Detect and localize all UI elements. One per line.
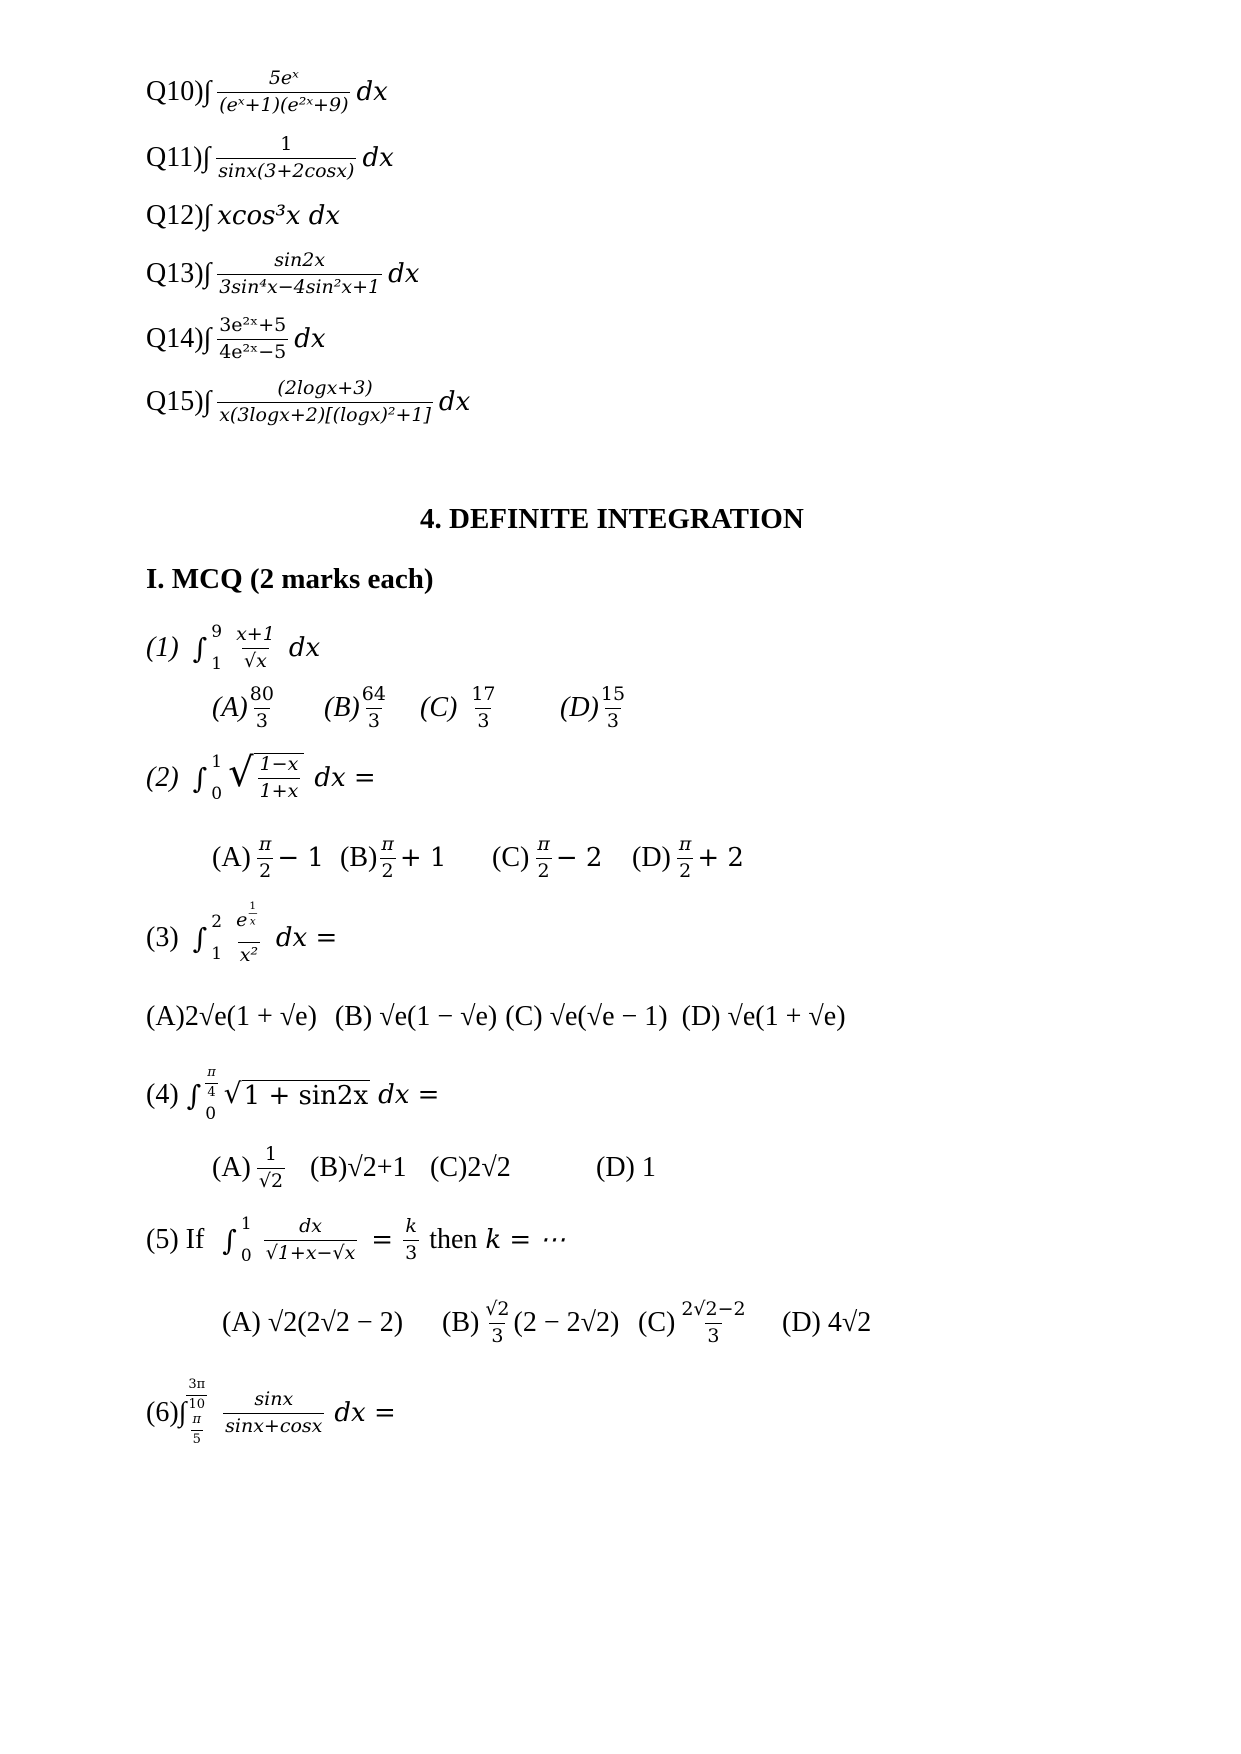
question-label: Q15)∫ <box>146 386 212 418</box>
fraction: 5eˣ (eˣ+1)(e²ˣ+9) <box>219 67 349 116</box>
differential: dx <box>362 143 394 174</box>
differential: dx = <box>378 1080 440 1110</box>
fraction: $\frac{dx}{√1+x-√x}$ <box>265 1214 356 1264</box>
lower-limit: 0 <box>211 784 223 804</box>
mcq-options-5 <box>222 1299 877 1348</box>
section-title: 4. DEFINITE INTEGRATION <box>420 503 804 535</box>
equals-sign: = <box>371 1225 394 1255</box>
fraction: sinx sinx+cosx <box>225 1387 323 1437</box>
fraction: 3e²ˣ+5 4e²ˣ−5 <box>219 314 287 363</box>
square-root: √ 1−x 1+x <box>228 753 304 803</box>
mcq-options-3 <box>146 1001 846 1033</box>
integral-limits <box>211 912 222 964</box>
fraction: 1 sinx(3+2cosx) <box>218 133 355 182</box>
option-a: (A) 1 √2 <box>212 1143 284 1192</box>
option-c: (C) √e(√e − 1) <box>505 1001 668 1032</box>
option-a: (A) π 2 − 1 <box>212 833 324 882</box>
question-label: (5) If <box>146 1224 205 1255</box>
option-a: (A) 80 3 <box>212 683 274 732</box>
then-text: then <box>429 1224 478 1255</box>
option-d: (D) 1 <box>596 1152 656 1184</box>
integral-sign: ∫ <box>222 1223 237 1257</box>
fraction: sin2x 3sin⁴x−4sin²x+1 <box>219 249 381 298</box>
differential: dx = <box>275 923 338 954</box>
subsection-title: I. MCQ (2 marks each) <box>146 563 434 595</box>
upper-limit: 2 <box>211 912 223 933</box>
mcq-options-1 <box>212 684 633 733</box>
k-equals: k = ⋯ <box>485 1225 566 1255</box>
integral-sign: ∫ <box>192 921 208 955</box>
fraction: (2logx+3) x(3logx+2)[(logx)²+1] <box>219 377 431 426</box>
option-c: (C) 2√2−2 3 <box>638 1298 746 1347</box>
option-b: (B) √e(1 − √e) <box>334 1001 498 1032</box>
fraction: x+1 √x <box>236 622 275 672</box>
option-d: (D) 15 3 <box>560 683 626 732</box>
differential: dx <box>288 633 321 663</box>
upper-limit: 1 <box>211 752 223 772</box>
question-label: Q12)∫ <box>146 200 212 231</box>
option-d: (D) √e(1 + √e) <box>681 1001 846 1032</box>
square-root: √ 1 + sin2x <box>223 1076 369 1111</box>
mcq-options-4 <box>212 1144 662 1193</box>
question-q10 <box>146 68 388 117</box>
integral-limits: π 4 0 <box>205 1065 217 1124</box>
option-c: (C) π 2 − 2 <box>492 833 603 882</box>
question-label: Q10)∫ <box>146 76 212 108</box>
integral-limits: 3π 10 π 5 <box>188 1377 206 1448</box>
question-q15 <box>146 378 470 427</box>
question-q12 <box>146 200 340 232</box>
option-c: (C)2√2 <box>430 1152 511 1184</box>
question-label: (6)∫ <box>146 1397 187 1428</box>
question-q14 <box>146 315 326 364</box>
mcq-question-2 <box>146 752 376 804</box>
question-q13 <box>146 250 419 299</box>
question-label: Q14)∫ <box>146 323 212 355</box>
integral-limits <box>241 1214 252 1266</box>
mcq-question-3 <box>146 899 338 966</box>
option-b: (B)√2+1 <box>310 1152 407 1184</box>
lower-limit: 0 <box>205 1104 217 1124</box>
differential: dx = <box>334 1398 396 1428</box>
question-label: (4) <box>146 1079 179 1110</box>
differential: dx <box>294 324 326 355</box>
integral-sign: ∫ <box>186 1078 202 1112</box>
integral-limits <box>211 622 222 674</box>
question-label: (2) <box>146 762 179 793</box>
question-label: Q11)∫ <box>146 142 211 174</box>
question-label: (3) <box>146 922 179 954</box>
option-b: (B) π 2 + 1 <box>340 833 447 882</box>
differential: dx <box>356 77 388 108</box>
lower-limit: 1 <box>211 944 223 965</box>
option-c: (C) 17 3 <box>420 683 496 732</box>
mcq-options-2 <box>212 834 744 883</box>
k-fraction: $\frac{k}{3}$ <box>405 1214 418 1264</box>
integral-sign: ∫ <box>192 631 208 665</box>
option-b: (B) √2 3 (2 − 2√2) <box>442 1298 620 1347</box>
exponent-fraction: 1 x <box>249 899 257 928</box>
option-a: (A)2√e(1 + √e) <box>146 1001 317 1032</box>
upper-limit: 1 <box>240 1214 252 1234</box>
differential: dx <box>438 387 471 418</box>
question-label: Q13)∫ <box>146 258 212 290</box>
fraction: e 1 x x² <box>236 899 259 966</box>
upper-limit: 9 <box>211 622 223 642</box>
mcq-question-6 <box>146 1378 396 1448</box>
option-a: (A) √2(2√2 − 2) <box>222 1307 404 1339</box>
differential: dx = <box>314 763 376 793</box>
option-d: (D) π 2 + 2 <box>632 833 744 882</box>
integral-limits <box>211 752 222 804</box>
integral-sign: ∫ <box>192 761 208 795</box>
option-d: (D) 4√2 <box>782 1307 872 1339</box>
lower-limit: 1 <box>211 654 223 674</box>
question-label: (1) <box>146 632 179 663</box>
differential: dx <box>388 259 420 290</box>
mcq-question-4 <box>146 1066 439 1124</box>
lower-limit: 0 <box>240 1246 252 1266</box>
mcq-question-5 <box>146 1214 565 1266</box>
question-q11 <box>146 134 394 183</box>
option-b: (B) 64 3 <box>324 683 386 732</box>
expression: xcos³x dx <box>217 201 341 231</box>
mcq-question-1 <box>146 622 320 674</box>
